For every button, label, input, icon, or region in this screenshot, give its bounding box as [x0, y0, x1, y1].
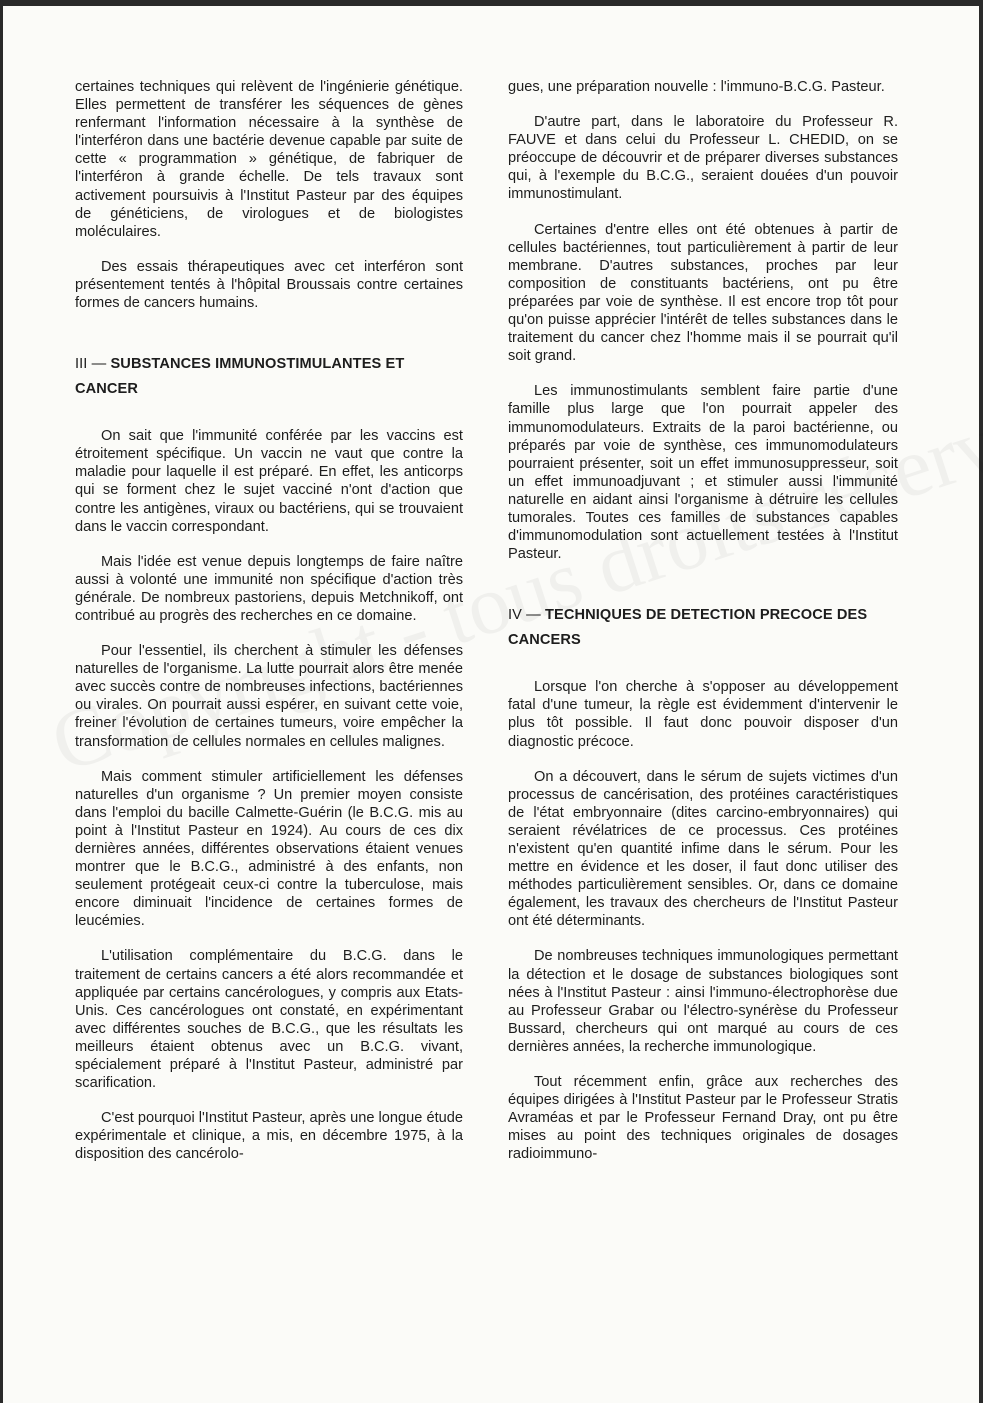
paragraph: Certaines d'entre elles ont été obtenues à partir de cellules bactériennes, tout particulièrement à partir de leur membrane. D'autres substances, proches par leur composition de constituants bactériens, ont pu être préparées par voie de synthèse. Il est encore trop tôt pour qu'on puisse apprécier l'intérêt de telles substances dans le traitement du cancer chez l'homme mais il se pourrait qu'il soit grand. — [508, 221, 898, 365]
paragraph: Tout récemment enfin, grâce aux recherches des équipes dirigées à l'Institut Pasteur par le Professeur Stratis Avraméas et par le Professeur Fernand Dray, ont pu être mises au point des techniques originales de dosages radioimmuno- — [508, 1074, 898, 1163]
paragraph: Lorsque l'on cherche à s'opposer au développement fatal d'une tumeur, la règle est évidemment d'intervenir le plus tôt possible. Il faut donc pouvoir disposer d'un diagnostic précoce. — [508, 679, 898, 750]
paragraph: Mais l'idée est venue depuis longtemps de faire naître aussi à volonté une immunité non spécifique d'action très générale. De nombreux pastoriens, depuis Metchnikoff, ont contribué au progrès des recherches en ce domaine. — [75, 553, 463, 624]
section-number: III — — [75, 356, 111, 373]
scan-left-edge — [0, 0, 3, 1403]
scan-top-edge — [0, 0, 983, 6]
section-number: IV — — [508, 607, 545, 624]
scan-right-edge — [979, 0, 983, 1403]
paragraph: certaines techniques qui relèvent de l'ingénierie génétique. Elles permettent de transférer les séquences de gènes renfermant l'information nécessaire à la synthèse de l'interféron dans une bactérie devenue capable par suite de cette « programmation » génétique, de fabriquer de l'interféron à grande échelle. De tels travaux sont activement poursuivis à l'Institut Pasteur par des équipes de généticiens, de virologues et de biologistes moléculaires. — [75, 79, 463, 240]
right-column — [508, 78, 898, 1181]
paragraph: Mais comment stimuler artificiellement les défenses naturelles d'un organisme ? Un premier moyen consiste dans l'emploi du bacille Calmette-Guérin (le B.C.G. mis au point à l'Institut Pasteur en 1924). Au cours de ces dix dernières années, différentes observations étaient venues montrer que le B.C.G., administré à des enfants, non seulement protégeait ceux-ci contre la tuberculose, mais encore diminuait l'incidence de certaines formes de leucémies. — [75, 768, 463, 930]
paragraph: Pour l'essentiel, ils cherchent à stimuler les défenses naturelles de l'organisme. La lutte pourrait alors être menée avec succès contre de nombreuses infections, bactériennes ou virales. On pourrait aussi espérer, en suivant cette voie, freiner l'évolution de certaines tumeurs, voire empêcher la transformation de cellules normales en cellules malignes. — [75, 643, 463, 750]
section-heading-4 — [508, 603, 898, 653]
paragraph: D'autre part, dans le laboratoire du Professeur R. FAUVE et dans celui du Professeur L. CHEDID, on se préoccupe de découvrir et de préparer diverses substances qui, à l'exemple du B.C.G., seraient douées d'un pouvoir immunostimulant. — [508, 114, 898, 203]
section-heading-3 — [75, 352, 463, 402]
paragraph: C'est pourquoi l'Institut Pasteur, après une longue étude expérimentale et clinique, a mis, en décembre 1975, à la disposition des cancérolo- — [75, 1110, 463, 1163]
paragraph: L'utilisation complémentaire du B.C.G. dans le traitement de certains cancers a été alors recommandée et appliquée par certains cancérologues, y compris aux Etats-Unis. Ces cancérologues ont constaté, en expérimentant avec différentes souches de B.C.G., que les résultats les meilleurs étaient obtenus avec un B.C.G. vivant, spécialement préparé à l'Institut Pasteur, administré par scarification. — [75, 948, 463, 1092]
paragraph: gues, une préparation nouvelle : l'immuno-B.C.G. Pasteur. — [508, 79, 885, 95]
paragraph: On a découvert, dans le sérum de sujets victimes d'un processus de cancérisation, des protéines caractéristiques de l'état embryonnaire (dites carcino-embryonnaires) qui seraient révélatrices de ce processus. Ces protéines n'existent qu'en quantité infime dans le sérum. Pour les mettre en évidence et les doser, il faut donc utiliser des méthodes particulièrement sensibles. Or, dans ce domaine également, les travaux des chercheurs de l'Institut Pasteur ont été déterminants. — [508, 768, 898, 930]
section-title: SUBSTANCES IMMUNOSTIMULANTES ET CANCER — [75, 356, 405, 398]
section-title: TECHNIQUES DE DETECTION PRECOCE DES CANCERS — [508, 607, 868, 649]
paragraph: On sait que l'immunité conférée par les vaccins est étroitement spécifique. Un vaccin ne vaut que contre la maladie pour laquelle il est préparé. En effet, les anticorps qui se forment chez le sujet vacciné n'ont d'action que contre les antigènes, viraux ou bactériens, qui se trouvaient dans le vaccin correspondant. — [75, 428, 463, 535]
left-column — [75, 78, 463, 1181]
paragraph: Des essais thérapeutiques avec cet interféron sont présentement tentés à l'hôpital Broussais contre certaines formes de cancers humains. — [75, 258, 463, 312]
paragraph: Les immunostimulants semblent faire partie d'une famille plus large que l'on pourrait appeler des immunomodulateurs. Extraits de la paroi bactérienne, ou préparés par voie de synthèse, ces immunomodulateurs pourraient présenter, soit un effet immunosuppresseur, soit un effet immunoadjuvant ; et stimuler aussi l'immunité naturelle en aidant ainsi l'organisme à détruire les cellules tumorales. Toutes ces familles de substances capables d'immunomodulation sont actuellement testées à l'Institut Pasteur. — [508, 383, 898, 563]
paragraph: De nombreuses techniques immunologiques permettant la détection et le dosage de substances biologiques sont nées à l'Institut Pasteur : ainsi l'immuno-électrophorèse due au Professeur Grabar ou l'électro-synérèse du Professeur Bussard, chercheurs qui ont marqué au cours de ces dernières années, la recherche immunologique. — [508, 948, 898, 1055]
